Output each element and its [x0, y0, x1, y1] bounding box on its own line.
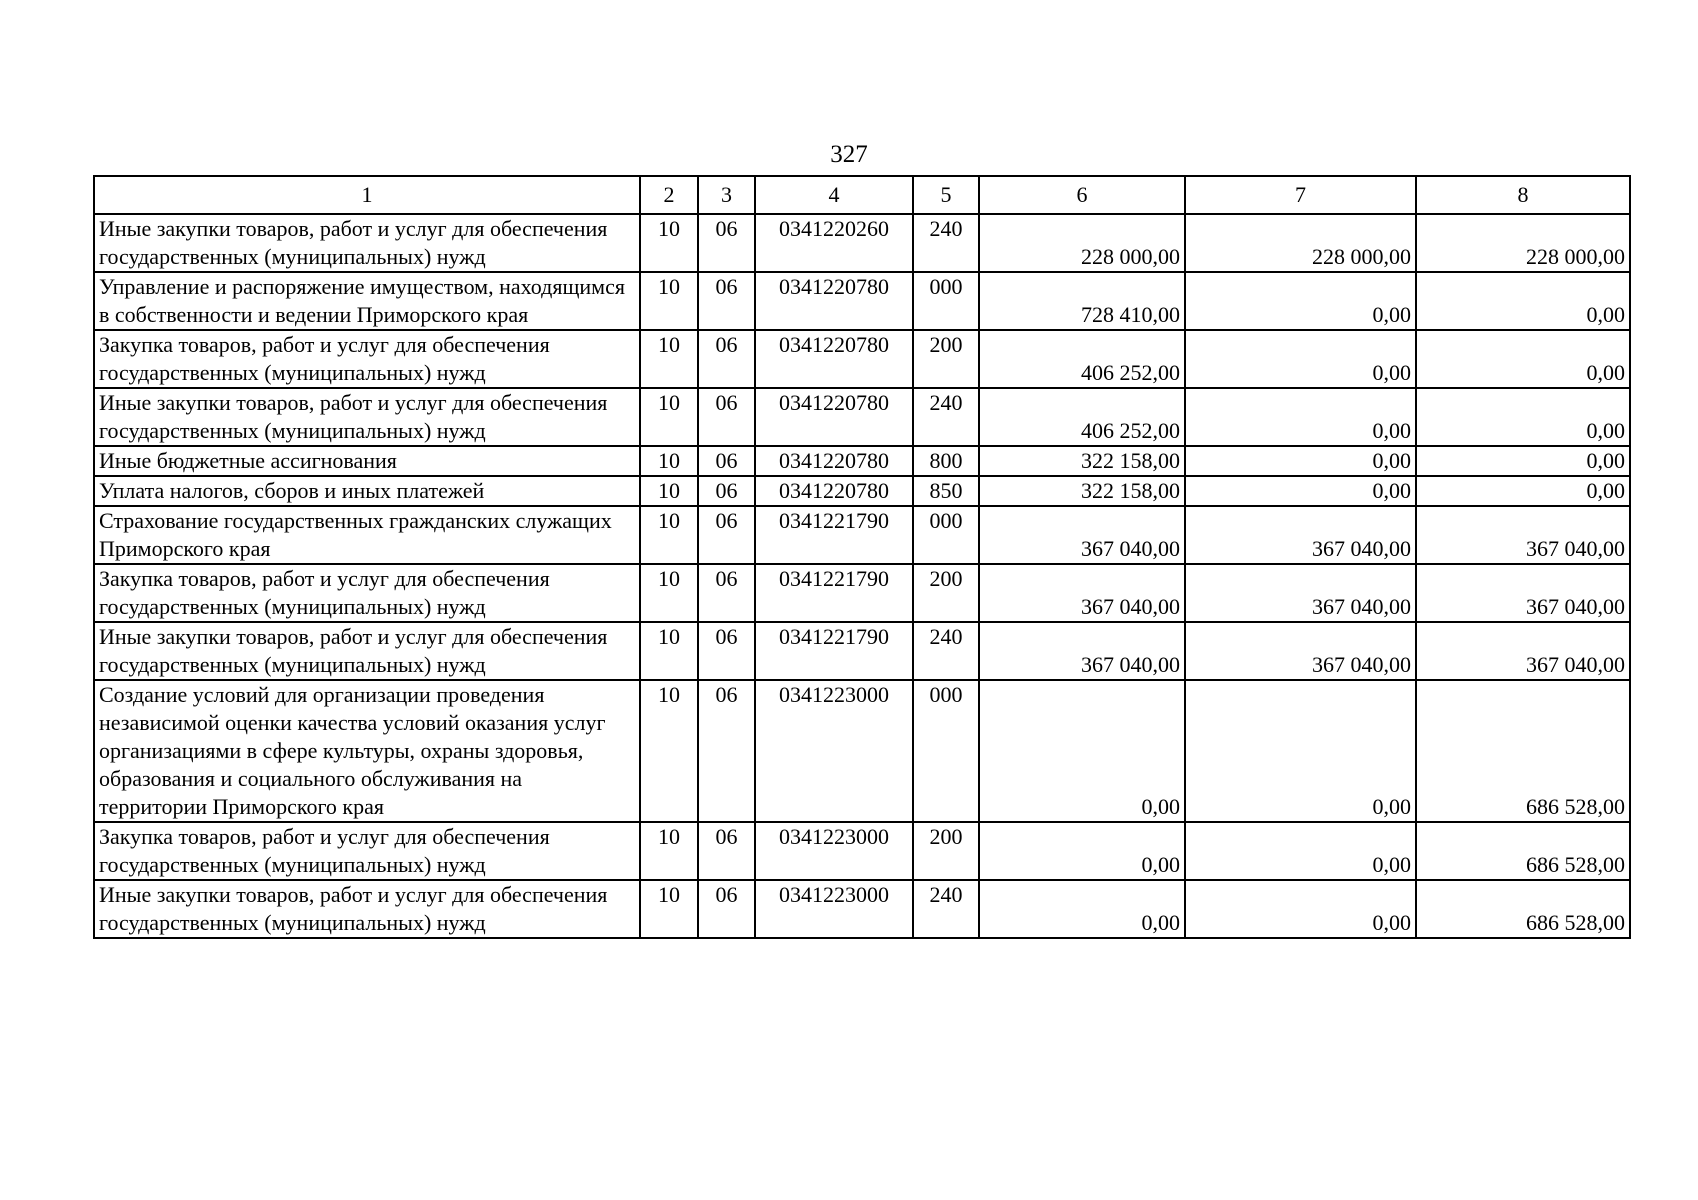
page-number: 327: [830, 141, 868, 168]
row-name: Закупка товаров, работ и услуг для обеспечения государственных (муниципальных) нужд: [94, 330, 640, 388]
column-header: 6: [979, 176, 1185, 214]
subsection-code: 06: [698, 272, 755, 330]
subsection-code: 06: [698, 214, 755, 272]
amount-col8: 228 000,00: [1416, 214, 1630, 272]
column-header: 4: [755, 176, 913, 214]
table-row: [94, 506, 1630, 564]
row-name: Иные закупки товаров, работ и услуг для обеспечения государственных (муниципальных) нужд: [94, 622, 640, 680]
expense-type-code: 240: [913, 388, 979, 446]
amount-col6: 322 158,00: [979, 446, 1185, 476]
subsection-code: 06: [698, 446, 755, 476]
row-name: Закупка товаров, работ и услуг для обеспечения государственных (муниципальных) нужд: [94, 822, 640, 880]
row-name: Управление и распоряжение имуществом, находящимся в собственности и ведении Приморского края: [94, 272, 640, 330]
target-article-code: 0341223000: [755, 822, 913, 880]
expense-type-code: 800: [913, 446, 979, 476]
amount-col7: 0,00: [1185, 476, 1416, 506]
section-code: 10: [640, 506, 698, 564]
target-article-code: 0341221790: [755, 506, 913, 564]
expense-type-code: 240: [913, 622, 979, 680]
expense-type-code: 240: [913, 214, 979, 272]
amount-col6: 728 410,00: [979, 272, 1185, 330]
amount-col7: 228 000,00: [1185, 214, 1416, 272]
amount-col6: 367 040,00: [979, 506, 1185, 564]
expense-type-code: 850: [913, 476, 979, 506]
section-code: 10: [640, 680, 698, 822]
amount-col6: 406 252,00: [979, 388, 1185, 446]
section-code: 10: [640, 214, 698, 272]
section-code: 10: [640, 388, 698, 446]
table-row: [94, 214, 1630, 272]
target-article-code: 0341220780: [755, 272, 913, 330]
amount-col8: 686 528,00: [1416, 680, 1630, 822]
amount-col8: 367 040,00: [1416, 564, 1630, 622]
table-row: [94, 822, 1630, 880]
amount-col7: 0,00: [1185, 388, 1416, 446]
table-row: [94, 622, 1630, 680]
row-name: Закупка товаров, работ и услуг для обеспечения государственных (муниципальных) нужд: [94, 564, 640, 622]
subsection-code: 06: [698, 622, 755, 680]
column-header: 8: [1416, 176, 1630, 214]
expense-type-code: 200: [913, 564, 979, 622]
amount-col6: 0,00: [979, 680, 1185, 822]
section-code: 10: [640, 822, 698, 880]
amount-col8: 367 040,00: [1416, 506, 1630, 564]
amount-col8: 0,00: [1416, 272, 1630, 330]
amount-col8: 686 528,00: [1416, 880, 1630, 938]
subsection-code: 06: [698, 880, 755, 938]
column-header: 3: [698, 176, 755, 214]
table-row: [94, 476, 1630, 506]
target-article-code: 0341220780: [755, 446, 913, 476]
budget-table: [93, 175, 1631, 939]
section-code: 10: [640, 446, 698, 476]
target-article-code: 0341223000: [755, 880, 913, 938]
amount-col8: 0,00: [1416, 388, 1630, 446]
target-article-code: 0341223000: [755, 680, 913, 822]
amount-col6: 322 158,00: [979, 476, 1185, 506]
row-name: Страхование государственных гражданских служащих Приморского края: [94, 506, 640, 564]
row-name: Иные закупки товаров, работ и услуг для обеспечения государственных (муниципальных) нужд: [94, 214, 640, 272]
amount-col8: 0,00: [1416, 476, 1630, 506]
expense-type-code: 200: [913, 330, 979, 388]
table-header-row: [94, 176, 1630, 214]
section-code: 10: [640, 564, 698, 622]
target-article-code: 0341220780: [755, 388, 913, 446]
row-name: Иные бюджетные ассигнования: [94, 446, 640, 476]
table-row: [94, 330, 1630, 388]
amount-col7: 0,00: [1185, 880, 1416, 938]
target-article-code: 0341221790: [755, 564, 913, 622]
table-row: [94, 272, 1630, 330]
amount-col7: 0,00: [1185, 330, 1416, 388]
target-article-code: 0341220260: [755, 214, 913, 272]
amount-col7: 0,00: [1185, 680, 1416, 822]
amount-col6: 0,00: [979, 880, 1185, 938]
amount-col6: 367 040,00: [979, 622, 1185, 680]
section-code: 10: [640, 272, 698, 330]
amount-col7: 367 040,00: [1185, 506, 1416, 564]
column-header: 1: [94, 176, 640, 214]
amount-col8: 0,00: [1416, 330, 1630, 388]
section-code: 10: [640, 622, 698, 680]
expense-type-code: 000: [913, 506, 979, 564]
section-code: 10: [640, 880, 698, 938]
table-row: [94, 680, 1630, 822]
table-row: [94, 564, 1630, 622]
row-name: Иные закупки товаров, работ и услуг для обеспечения государственных (муниципальных) нужд: [94, 388, 640, 446]
table-row: [94, 446, 1630, 476]
amount-col6: 228 000,00: [979, 214, 1185, 272]
amount-col6: 406 252,00: [979, 330, 1185, 388]
amount-col7: 0,00: [1185, 446, 1416, 476]
table-row: [94, 880, 1630, 938]
subsection-code: 06: [698, 564, 755, 622]
subsection-code: 06: [698, 476, 755, 506]
expense-type-code: 000: [913, 272, 979, 330]
amount-col6: 367 040,00: [979, 564, 1185, 622]
column-header: 7: [1185, 176, 1416, 214]
subsection-code: 06: [698, 506, 755, 564]
row-name: Создание условий для организации проведения независимой оценки качества условий оказания услуг организациями в сфере культуры, охраны здоровья, образования и социального обслуживания на территории Приморского края: [94, 680, 640, 822]
amount-col7: 0,00: [1185, 272, 1416, 330]
column-header: 5: [913, 176, 979, 214]
amount-col7: 367 040,00: [1185, 622, 1416, 680]
target-article-code: 0341221790: [755, 622, 913, 680]
amount-col7: 0,00: [1185, 822, 1416, 880]
section-code: 10: [640, 476, 698, 506]
expense-type-code: 240: [913, 880, 979, 938]
table-row: [94, 388, 1630, 446]
column-header: 2: [640, 176, 698, 214]
row-name: Иные закупки товаров, работ и услуг для обеспечения государственных (муниципальных) нужд: [94, 880, 640, 938]
amount-col8: 686 528,00: [1416, 822, 1630, 880]
subsection-code: 06: [698, 388, 755, 446]
expense-type-code: 000: [913, 680, 979, 822]
subsection-code: 06: [698, 822, 755, 880]
amount-col8: 0,00: [1416, 446, 1630, 476]
amount-col7: 367 040,00: [1185, 564, 1416, 622]
target-article-code: 0341220780: [755, 330, 913, 388]
amount-col6: 0,00: [979, 822, 1185, 880]
amount-col8: 367 040,00: [1416, 622, 1630, 680]
target-article-code: 0341220780: [755, 476, 913, 506]
row-name: Уплата налогов, сборов и иных платежей: [94, 476, 640, 506]
expense-type-code: 200: [913, 822, 979, 880]
subsection-code: 06: [698, 330, 755, 388]
section-code: 10: [640, 330, 698, 388]
subsection-code: 06: [698, 680, 755, 822]
